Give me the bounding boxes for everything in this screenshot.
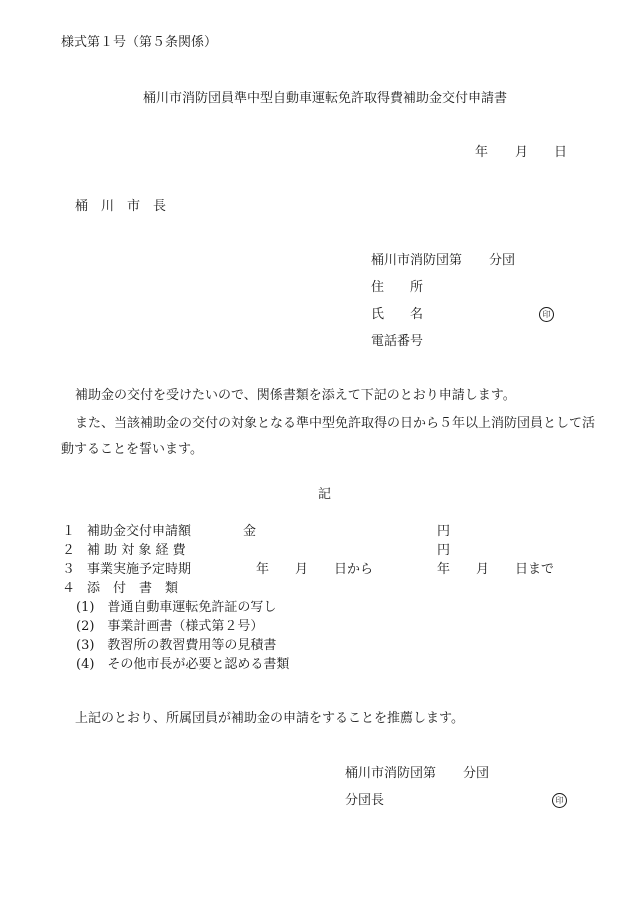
recommendation-text: 上記のとおり、所属団員が補助金の申請をすることを推薦します。: [75, 711, 464, 726]
applicant-unit-prefix: 桶川市消防団第: [371, 253, 463, 268]
item-1-kin: 金: [243, 524, 257, 539]
applicant-phone-label: 電話番号: [371, 334, 424, 349]
date-month: 月: [515, 145, 529, 160]
item-2-label: 補 助 対 象 経 費: [87, 543, 186, 558]
item-3-month-1: 月: [295, 562, 309, 577]
item-2-yen: 円: [437, 543, 451, 558]
date-year: 年: [475, 145, 489, 160]
item-3-until: 日まで: [515, 562, 555, 577]
form-number: 様式第１号（第５条関係）: [61, 35, 218, 50]
date-day: 日: [554, 145, 568, 160]
item-4-label: 添 付 書 類: [87, 581, 179, 596]
item-4-number: ４: [62, 581, 76, 596]
item-3-from: 日から: [334, 562, 374, 577]
body-paragraph-2-line-2: 動することを誓います。: [61, 442, 203, 457]
applicant-name-label: 氏 名: [371, 307, 424, 322]
item-1-number: １: [62, 524, 76, 539]
record-heading: 記: [318, 487, 332, 502]
applicant-unit-suffix: 分団: [489, 253, 516, 268]
item-3-number: ３: [62, 562, 76, 577]
applicant-address-label: 住 所: [371, 280, 424, 295]
body-paragraph-2-line-1: また、当該補助金の交付の対象となる準中型免許取得の日から５年以上消防団員として活: [75, 416, 596, 431]
item-3-month-2: 月: [476, 562, 490, 577]
document-title: 桶川市消防団員準中型自動車運転免許取得費補助金交付申請書: [143, 91, 508, 106]
item-4-subitem: (4) その他市長が必要と認める書類: [76, 657, 290, 672]
item-3-year-1: 年: [256, 562, 270, 577]
recommendation-leader-label: 分団長: [345, 793, 385, 808]
item-4-subitem: (2) 事業計画書（様式第２号）: [76, 619, 264, 634]
item-3-label: 事業実施予定時期: [87, 562, 192, 577]
applicant-seal-icon: 印: [539, 307, 554, 322]
body-paragraph-1: 補助金の交付を受けたいので、関係書類を添えて下記のとおり申請します。: [75, 388, 516, 403]
item-2-number: ２: [62, 543, 76, 558]
item-1-yen: 円: [437, 524, 451, 539]
item-4-subitem: (3) 教習所の教習費用等の見積書: [76, 638, 277, 653]
item-1-label: 補助金交付申請額: [87, 524, 192, 539]
recommendation-seal-icon: 印: [552, 793, 567, 808]
recommendation-unit-suffix: 分団: [463, 766, 490, 781]
item-3-year-2: 年: [437, 562, 451, 577]
recommendation-unit-prefix: 桶川市消防団第: [345, 766, 437, 781]
item-4-subitem: (1) 普通自動車運転免許証の写し: [76, 600, 277, 615]
addressee: 桶 川 市 長: [75, 199, 167, 214]
